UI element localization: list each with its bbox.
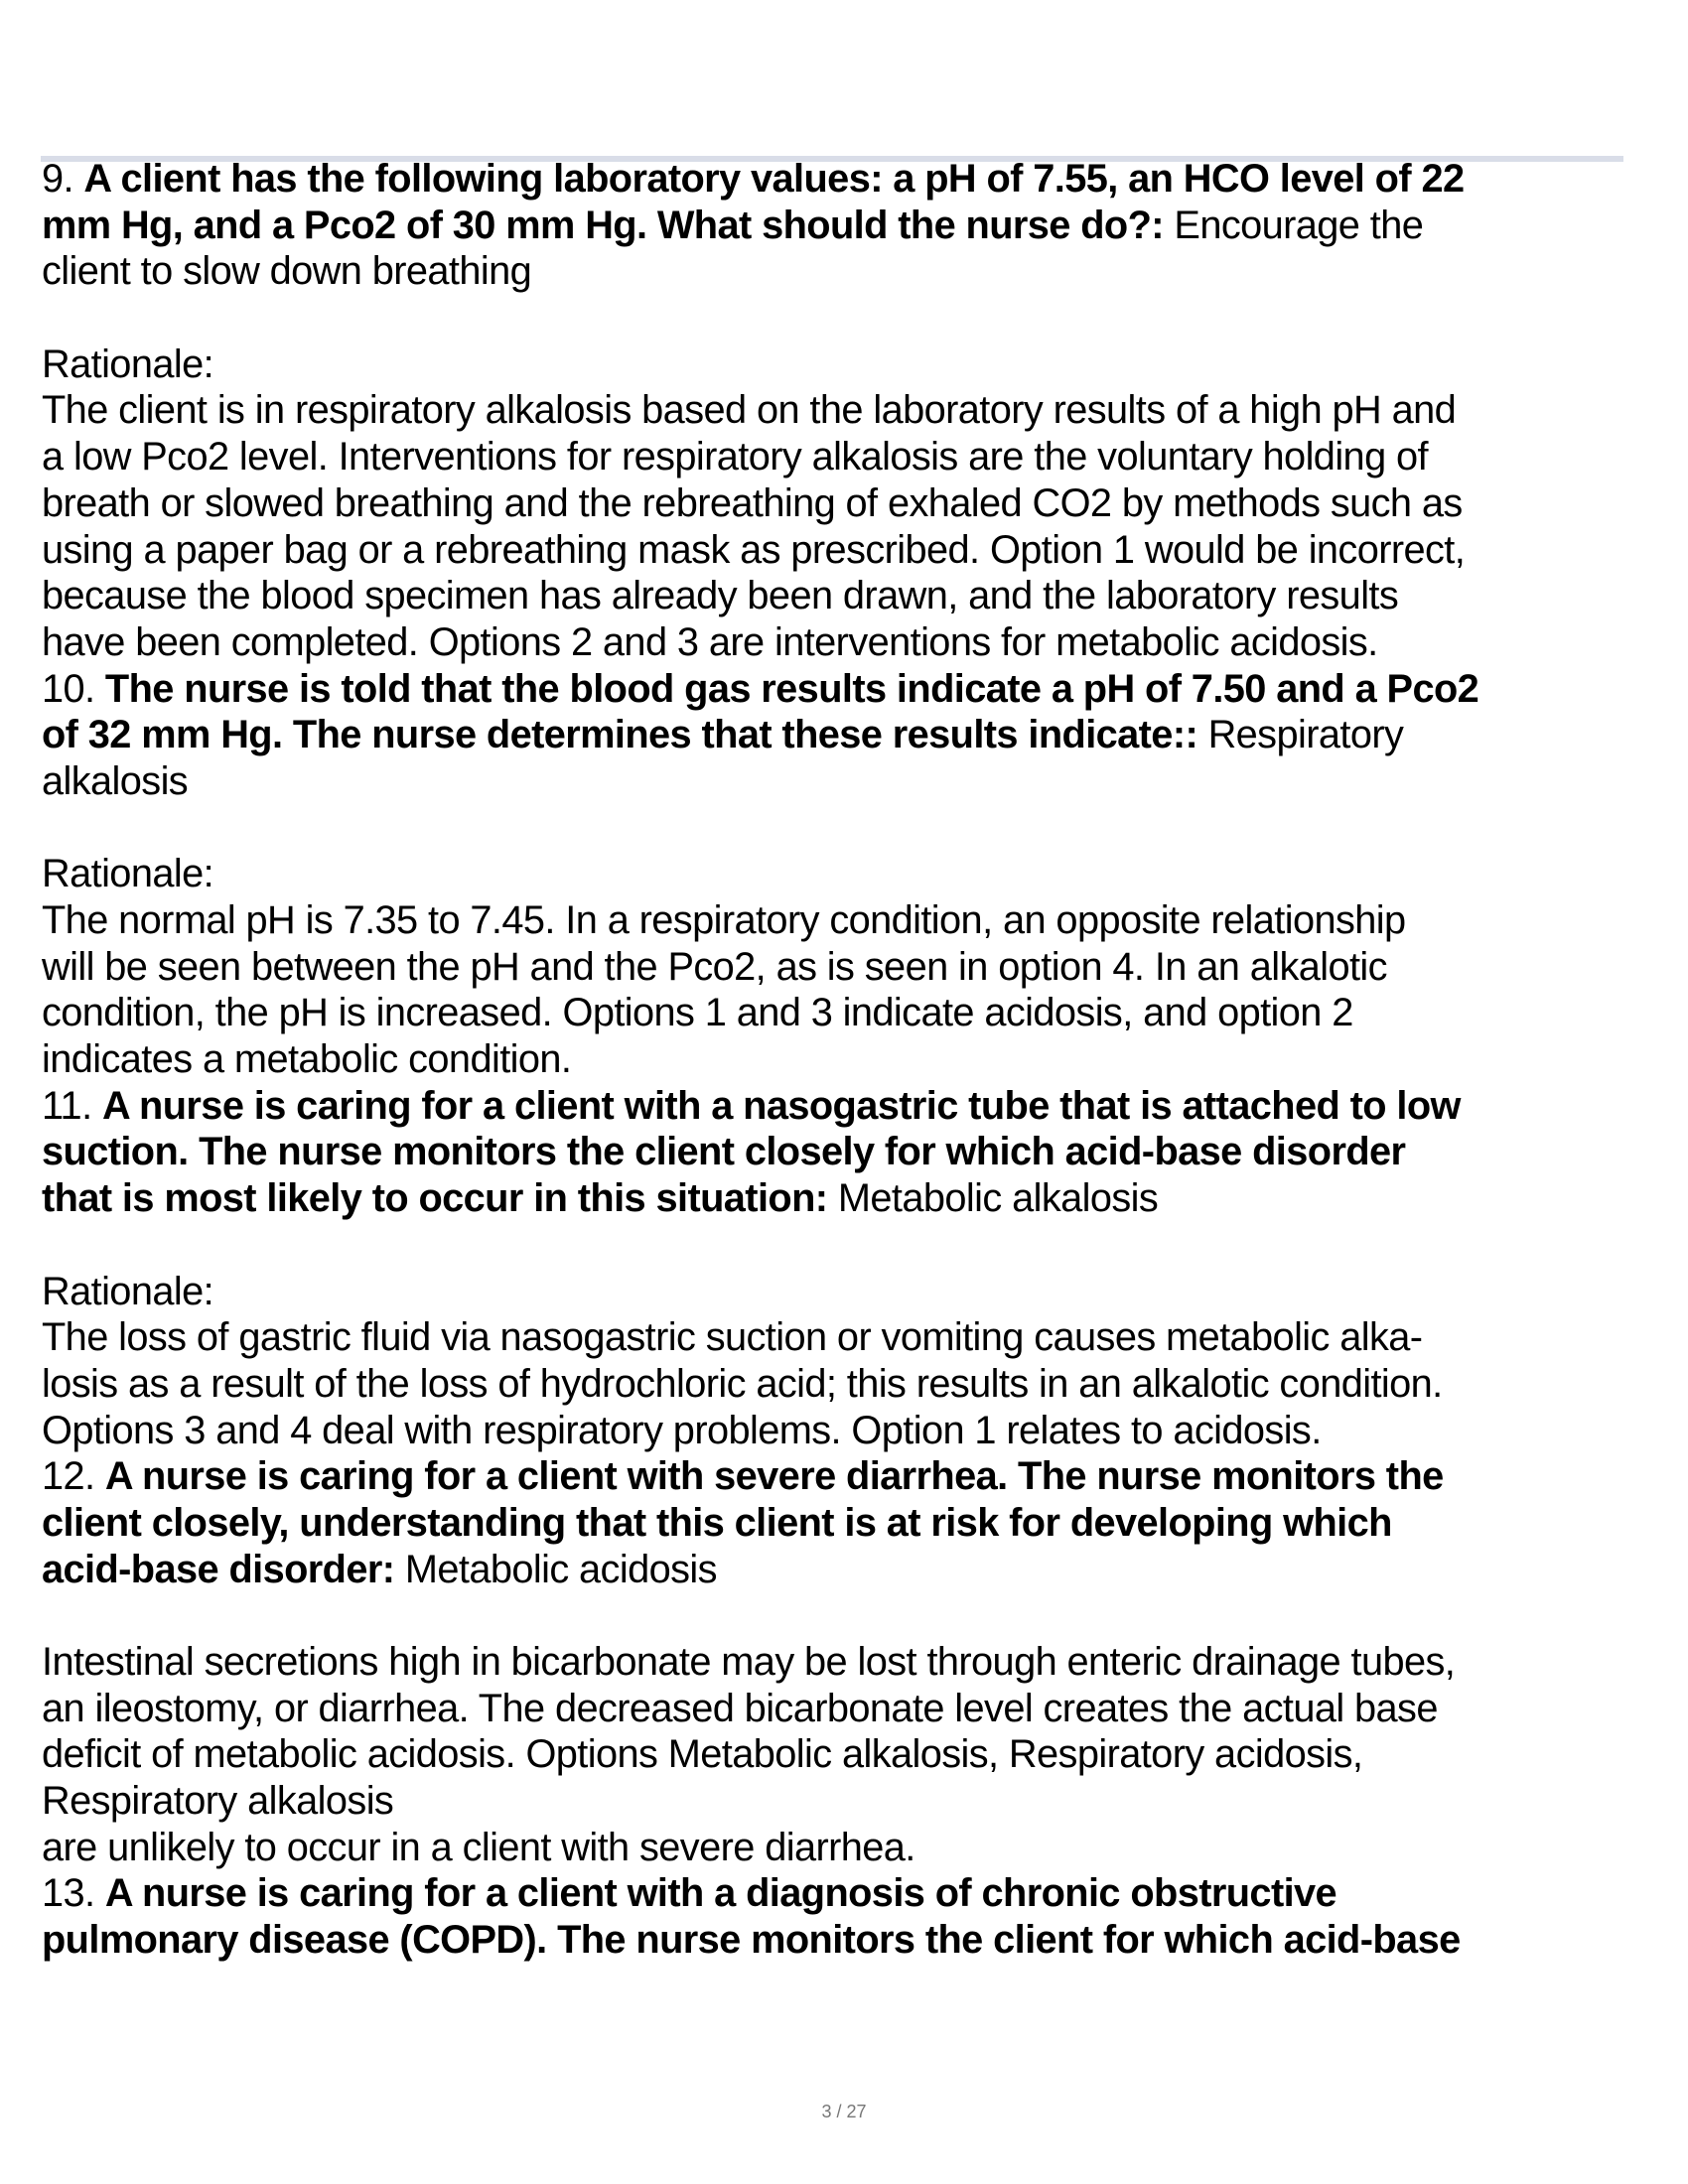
text-line bbox=[42, 1870, 1630, 1917]
body-text: condition, the pH is increased. Options 1 and 3 indicate acidosis, and option 2 bbox=[42, 991, 1353, 1035]
text-line bbox=[42, 990, 1630, 1036]
text-line bbox=[42, 1175, 1630, 1222]
body-text: using a paper bag or a rebreathing mask as prescribed. Option 1 would be incorrect, bbox=[42, 527, 1466, 572]
body-text: Options 3 and 4 deal with respiratory problems. Option 1 relates to acidosis. bbox=[42, 1408, 1322, 1452]
question-text: acid-base disorder: bbox=[42, 1547, 395, 1591]
text-line bbox=[42, 434, 1630, 480]
text-line bbox=[42, 341, 1630, 388]
body-text: Rationale: bbox=[42, 1269, 214, 1313]
text-line bbox=[42, 1361, 1630, 1408]
body-text: will be seen between the pH and the Pco2, as is seen in option 4. In an alkalotic bbox=[42, 944, 1387, 989]
body-text: 10. bbox=[42, 666, 105, 711]
text-line bbox=[42, 1036, 1630, 1083]
text-line bbox=[42, 295, 1630, 341]
question-text: pulmonary disease (COPD). The nurse monitors the client for which acid-base bbox=[42, 1918, 1461, 1963]
text-line bbox=[42, 203, 1630, 249]
body-text: breath or slowed breathing and the rebreathing of exhaled CO2 by methods such as bbox=[42, 480, 1463, 525]
text-line bbox=[42, 1917, 1630, 1964]
body-text: Metabolic acidosis bbox=[394, 1547, 717, 1591]
question-text: suction. The nurse monitors the client closely for which acid-base disorder bbox=[42, 1130, 1406, 1174]
body-text: Respiratory bbox=[1197, 713, 1404, 757]
body-text: 13. bbox=[42, 1871, 105, 1916]
body-text: are unlikely to occur in a client with severe diarrhea. bbox=[42, 1825, 915, 1869]
body-text: a low Pco2 level. Interventions for respiratory alkalosis are the voluntary holding of bbox=[42, 435, 1428, 479]
text-line bbox=[42, 1408, 1630, 1454]
body-text: The loss of gastric fluid via nasogastric suction or vomiting causes metabolic alka- bbox=[42, 1315, 1423, 1360]
body-text: deficit of metabolic acidosis. Options Metabolic alkalosis, Respiratory acidosis, bbox=[42, 1732, 1363, 1777]
body-text: 11. bbox=[42, 1083, 102, 1128]
text-line bbox=[42, 1592, 1630, 1639]
text-line bbox=[42, 248, 1630, 295]
question-text: client closely, understanding that this client is at risk for developing which bbox=[42, 1500, 1392, 1545]
text-line bbox=[42, 944, 1630, 991]
question-text: that is most likely to occur in this situation: bbox=[42, 1176, 828, 1221]
text-line bbox=[42, 666, 1630, 713]
body-text: alkalosis bbox=[42, 758, 189, 803]
text-line bbox=[42, 712, 1630, 758]
question-text: A client has the following laboratory values: a pH of 7.55, an HCO level of 22 bbox=[83, 157, 1465, 201]
body-text: an ileostomy, or diarrhea. The decreased bicarbonate level creates the actual base bbox=[42, 1686, 1438, 1730]
text-line bbox=[42, 1222, 1630, 1269]
text-line bbox=[42, 1825, 1630, 1871]
question-text: of 32 mm Hg. The nurse determines that these results indicate:: bbox=[42, 713, 1198, 757]
text-line bbox=[42, 1269, 1630, 1315]
text-line bbox=[42, 573, 1630, 619]
document-body bbox=[42, 156, 1640, 1964]
body-text: client to slow down breathing bbox=[42, 249, 532, 294]
body-text: have been completed. Options 2 and 3 are interventions for metabolic acidosis. bbox=[42, 619, 1378, 664]
text-line bbox=[42, 851, 1630, 897]
body-text: Metabolic alkalosis bbox=[827, 1176, 1159, 1221]
body-text: indicates a metabolic condition. bbox=[42, 1037, 572, 1082]
text-line bbox=[42, 527, 1630, 574]
text-line bbox=[42, 156, 1630, 203]
text-line bbox=[42, 480, 1630, 527]
text-line bbox=[42, 758, 1630, 805]
text-line bbox=[42, 1547, 1630, 1593]
text-line bbox=[42, 1778, 1630, 1825]
body-text: 9. bbox=[42, 157, 84, 201]
question-text: mm Hg, and a Pco2 of 30 mm Hg. What should the nurse do?: bbox=[42, 203, 1164, 247]
question-text: The nurse is told that the blood gas results indicate a pH of 7.50 and a Pco2 bbox=[104, 666, 1479, 711]
text-line bbox=[42, 1731, 1630, 1778]
text-line bbox=[42, 1686, 1630, 1732]
question-text: A nurse is caring for a client with severe diarrhea. The nurse monitors the bbox=[104, 1454, 1444, 1499]
text-line bbox=[42, 619, 1630, 666]
text-line bbox=[42, 387, 1630, 434]
body-text: Respiratory alkalosis bbox=[42, 1779, 394, 1824]
text-line bbox=[42, 1314, 1630, 1361]
text-line bbox=[42, 1639, 1630, 1686]
page-number: 3 / 27 bbox=[821, 2102, 867, 2121]
body-text: The normal pH is 7.35 to 7.45. In a respiratory condition, an opposite relationship bbox=[42, 898, 1406, 942]
text-line bbox=[42, 805, 1630, 852]
text-line bbox=[42, 1500, 1630, 1547]
body-text: Rationale: bbox=[42, 852, 214, 896]
body-text: losis as a result of the loss of hydrochloric acid; this results in an alkalotic condition. bbox=[42, 1361, 1443, 1406]
body-text: 12. bbox=[42, 1454, 105, 1499]
body-text: Intestinal secretions high in bicarbonate may be lost through enteric drainage tubes, bbox=[42, 1640, 1456, 1684]
question-text: A nurse is caring for a client with a nasogastric tube that is attached to low bbox=[101, 1083, 1461, 1128]
body-text: because the blood specimen has already been drawn, and the laboratory results bbox=[42, 574, 1399, 618]
question-text: A nurse is caring for a client with a diagnosis of chronic obstructive bbox=[104, 1871, 1337, 1916]
text-line bbox=[42, 1129, 1630, 1175]
text-line bbox=[42, 897, 1630, 944]
text-line bbox=[42, 1453, 1630, 1500]
text-line bbox=[42, 1083, 1630, 1130]
body-text: The client is in respiratory alkalosis based on the laboratory results of a high pH and bbox=[42, 388, 1457, 433]
body-text: Rationale: bbox=[42, 341, 214, 386]
body-text: Encourage the bbox=[1163, 203, 1424, 247]
